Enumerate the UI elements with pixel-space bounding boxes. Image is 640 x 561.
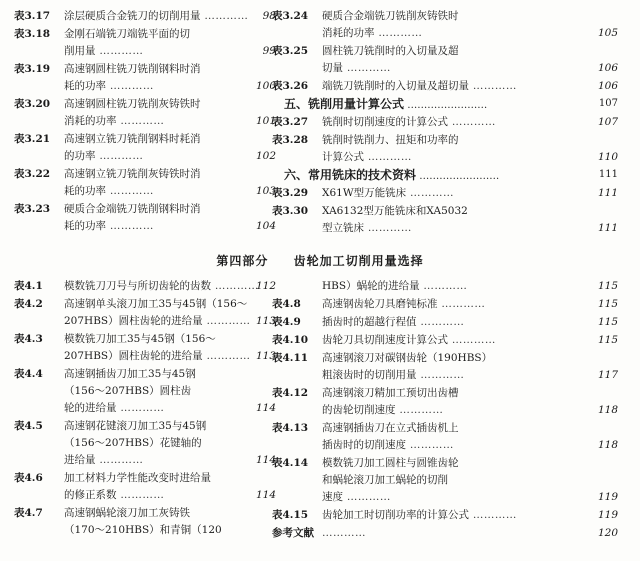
entry-title-line: 207HBS）圆柱齿轮的进给量 ………… 113 — [64, 313, 276, 330]
toc-entry[interactable] — [272, 203, 618, 237]
entry-title-line: 高速钢立铣刀铣削钢料时耗消 — [64, 133, 201, 145]
leader-dots: ………… — [106, 80, 154, 92]
toc-entry[interactable] — [272, 132, 618, 166]
leader-dots: ………… — [374, 27, 423, 39]
entry-title-line: 插齿时的超越行程值 ………… 115 — [322, 314, 618, 331]
toc-entry[interactable] — [14, 8, 276, 25]
leader-dots: ………… — [116, 115, 165, 127]
toc-entry[interactable] — [14, 418, 276, 469]
page-number: 120 — [597, 527, 618, 539]
entry-title-line: 耗的功率 ………… 104 — [64, 218, 276, 235]
page-number: 99 — [262, 45, 276, 57]
entry-title-line: 消耗的功率 ………… 105 — [322, 25, 618, 42]
page-number: 112 — [255, 280, 276, 292]
entry-title-line: 耗的功率 ………… 103 — [64, 183, 276, 200]
section-heading — [284, 95, 618, 115]
entry-title-line: 切量 ………… 106 — [322, 60, 618, 77]
page-number: 111 — [597, 187, 618, 199]
entry-title-line: 的修正系数 ………… 114 — [64, 487, 276, 504]
table-number: 表3.19 — [14, 63, 51, 75]
table-number: 表4.1 — [14, 280, 43, 292]
toc-entry[interactable] — [272, 420, 618, 454]
page-number: 103 — [255, 185, 276, 197]
entry-title-line — [322, 525, 618, 542]
entry-title-line: 高速钢圆柱铣刀铣削灰铸铁时 — [64, 98, 201, 110]
toc-entry[interactable] — [14, 26, 276, 60]
table-number: 表4.15 — [272, 509, 309, 521]
entry-title-line: 消耗的功率 ………… 101 — [64, 113, 276, 130]
entry-title-line: XA6132型万能铣床和XA5032 — [322, 205, 468, 217]
leader-dots: ………… — [416, 369, 465, 381]
leader-dots: ………… — [116, 402, 165, 414]
leader-dots: ………… — [106, 220, 154, 232]
entry-title-line: 模数铣刀刀号与所切齿轮的齿数 ………… 112 — [64, 278, 276, 295]
toc-entry[interactable] — [272, 350, 618, 384]
toc-entry[interactable] — [14, 61, 276, 95]
entry-title-line: 模数铣刀加工35与45钢（156～ — [64, 333, 216, 345]
leader-dots: ………… — [469, 509, 517, 521]
table-number: 表4.7 — [14, 507, 43, 519]
toc-entry[interactable] — [14, 96, 276, 130]
page-number: 118 — [597, 404, 618, 416]
toc-entry[interactable] — [272, 278, 618, 295]
toc-entry[interactable] — [14, 366, 276, 417]
section-title: 六、常用铣床的技术资料 — [284, 168, 417, 182]
leader-dots: ………… — [202, 315, 251, 327]
leader-dots: ………… — [116, 489, 165, 501]
entry-title-line: 高速钢蜗轮滚刀加工灰铸铁 — [64, 507, 190, 519]
entry-title-line: 硬质合金端铣刀铣削钢料时消 — [64, 203, 201, 215]
leader-dots: ………… — [343, 62, 391, 74]
entry-title-line: 模数铣刀加工圆柱与圆锥齿轮 — [322, 457, 459, 469]
toc-entry[interactable] — [14, 505, 276, 539]
toc-entry[interactable] — [272, 78, 618, 95]
table-number: 表3.23 — [14, 203, 51, 215]
entry-title-line: 速度 ………… 119 — [322, 489, 618, 506]
leader-dots: ………… — [406, 439, 454, 451]
page-number: 115 — [597, 316, 618, 328]
page-number: 107 — [598, 98, 618, 109]
entry-title-line: 高速钢圆柱铣刀铣削钢料时消 — [64, 63, 201, 75]
page-number: 106 — [597, 62, 618, 74]
table-number: 表3.24 — [272, 10, 309, 22]
page-number: 113 — [255, 315, 276, 327]
page-number: 107 — [597, 116, 618, 128]
table-number: 表3.18 — [14, 28, 51, 40]
table-number: 表4.3 — [14, 333, 43, 345]
toc-entry[interactable] — [272, 525, 618, 542]
entry-title-line: 计算公式 ………… 110 — [322, 149, 618, 166]
leader-dots: ………… — [448, 334, 496, 346]
entry-title-line: 的功率 ………… 102 — [64, 148, 276, 165]
table-number: 表4.12 — [272, 387, 309, 399]
leader-dots: ………… — [95, 45, 144, 57]
entry-title-line: 齿轮刀具切削速度计算公式 ………… 115 — [322, 332, 618, 349]
leader-dots: ………… — [469, 80, 517, 92]
toc-entry[interactable] — [272, 114, 618, 131]
entry-title-line: 高速钢单头滚刀加工35与45钢（156～ — [64, 298, 248, 310]
entry-title-line: 铣削时切削速度的计算公式 ………… 107 — [322, 114, 618, 131]
entry-title-line: 高速钢花键滚刀加工35与45钢 — [64, 420, 207, 432]
table-number: 表4.11 — [272, 352, 309, 364]
entry-title-line: 金刚石端铣刀端铣平面的切 — [64, 28, 190, 40]
table-number: 表3.21 — [14, 133, 51, 145]
entry-title-line: 和蜗轮滚刀加工蜗轮的切削 — [322, 474, 448, 486]
leader-dots: ………… — [419, 280, 468, 292]
entry-title-line: 型立铣床 ………… 111 — [322, 220, 618, 237]
toc-entry[interactable] — [272, 43, 618, 77]
part-label: 第四部分 — [216, 254, 269, 268]
table-number: 表3.25 — [272, 45, 309, 57]
leader-dots: ………… — [200, 10, 249, 22]
page-number: 104 — [255, 220, 276, 232]
leader-dots: ………… — [211, 280, 259, 292]
page-number: 114 — [255, 454, 276, 466]
page-number: 115 — [597, 298, 618, 310]
toc-entry[interactable] — [272, 296, 618, 313]
toc-entry[interactable] — [14, 166, 276, 200]
leader-dots: ………… — [437, 298, 486, 310]
table-number: 表4.14 — [272, 457, 309, 469]
page-number: 115 — [597, 280, 618, 292]
entry-title-line: 端铣刀铣削时的入切量及超切量 ………… 106 — [322, 78, 618, 95]
entry-title-line: HBS）蜗轮的进给量 ………… 115 — [322, 278, 618, 295]
entry-title-line: 硬质合金端铣刀铣削灰铸铁时 — [322, 10, 459, 22]
table-number: 表3.28 — [272, 134, 309, 146]
entry-title-line: （156～207HBS）花键轴的 — [64, 437, 202, 449]
part-heading: 齿轮加工切削用量选择 — [293, 254, 424, 268]
leader-dots: ………… — [416, 316, 465, 328]
entry-title-line: X61W型万能铣床 ………… 111 — [322, 185, 618, 202]
table-number: 表3.17 — [14, 10, 51, 22]
page-number: 114 — [255, 489, 276, 501]
entry-title-line: 耗的功率 ………… 100 — [64, 78, 276, 95]
entry-title-line: 高速钢插齿刀在立式插齿机上 — [322, 422, 459, 434]
page-number: 115 — [597, 334, 618, 346]
entry-title-line: 削用量 ………… 99 — [64, 43, 276, 60]
page-number: 118 — [597, 439, 618, 451]
table-number: 表4.2 — [14, 298, 43, 310]
page-number: 101 — [255, 115, 276, 127]
page-number: 105 — [597, 27, 618, 39]
page-number: 111 — [598, 169, 618, 180]
entry-title-line: 的齿轮切削速度 ………… 118 — [322, 402, 618, 419]
entry-title-line: 进给量 ………… 114 — [64, 452, 276, 469]
leader-dots: ………… — [364, 151, 412, 163]
table-number: 表3.29 — [272, 187, 309, 199]
leader-dots: ………… — [95, 454, 144, 466]
page-number: 98 — [262, 10, 276, 22]
page-number: 119 — [597, 491, 618, 503]
toc-entry[interactable] — [14, 278, 276, 295]
table-number: 表4.8 — [272, 298, 301, 310]
page-number: 100 — [255, 80, 276, 92]
leader-dots: …………………… — [404, 100, 488, 111]
toc-entry[interactable] — [14, 331, 276, 365]
leader-dots: ………… — [322, 527, 366, 539]
toc-entry[interactable] — [272, 455, 618, 506]
toc-entry[interactable] — [14, 296, 276, 330]
page-number: 111 — [597, 222, 618, 234]
entry-title-line: 207HBS）圆柱齿轮的进给量 ………… 113 — [64, 348, 276, 365]
page-number: 114 — [255, 402, 276, 414]
entry-title-line: 圆柱铣刀铣削时的入切量及超 — [322, 45, 459, 57]
toc-entry[interactable] — [272, 185, 618, 202]
table-number: 表3.27 — [272, 116, 309, 128]
entry-title-line: 高速钢滚刀对碳钢齿轮（190HBS） — [322, 352, 493, 364]
entry-title-line: 高速钢立铣刀铣削灰铸铁时消 — [64, 168, 201, 180]
page-number: 113 — [255, 350, 276, 362]
part-title — [0, 252, 640, 269]
toc-entry[interactable] — [14, 131, 276, 165]
table-number: 表3.30 — [272, 205, 309, 217]
toc-entry[interactable] — [272, 385, 618, 419]
leader-dots: ………… — [202, 350, 251, 362]
toc-entry[interactable] — [272, 507, 618, 524]
leader-dots: …………………… — [416, 171, 500, 182]
table-number: 表3.22 — [14, 168, 51, 180]
table-number: 表4.9 — [272, 316, 301, 328]
table-number: 表3.20 — [14, 98, 51, 110]
leader-dots: ………… — [106, 185, 154, 197]
entry-title-line: 高速钢滚刀精加工预切出齿槽 — [322, 387, 459, 399]
page-number: 119 — [597, 509, 618, 521]
page-number: 106 — [597, 80, 618, 92]
toc-entry[interactable] — [272, 332, 618, 349]
entry-title-line: 高速钢插齿刀加工35与45钢 — [64, 368, 196, 380]
entry-title-line: 齿轮加工时切削功率的计算公式 ………… 119 — [322, 507, 618, 524]
table-number: 表4.6 — [14, 472, 43, 484]
leader-dots: ………… — [395, 404, 444, 416]
entry-title-line: 粗滚齿时的切削用量 ………… 117 — [322, 367, 618, 384]
page-number: 110 — [597, 151, 618, 163]
toc-entry[interactable] — [272, 8, 618, 42]
leader-dots: ………… — [406, 187, 454, 199]
section-heading — [284, 166, 618, 186]
leader-dots: ………… — [448, 116, 496, 128]
entry-title-line: 加工材料力学性能改变时进给量 — [64, 472, 211, 484]
toc-entry[interactable] — [272, 314, 618, 331]
page-number: 102 — [255, 150, 276, 162]
leader-dots: ………… — [364, 222, 412, 234]
section-title: 五、铣削用量计算公式 — [284, 97, 405, 111]
leader-dots: ………… — [95, 150, 144, 162]
page-number: 117 — [597, 369, 618, 381]
entry-title-line: 插齿时的切削速度 ………… 118 — [322, 437, 618, 454]
leader-dots: ………… — [343, 491, 391, 503]
table-number: 表3.26 — [272, 80, 309, 92]
table-number: 表4.5 — [14, 420, 43, 432]
entry-title-line: 高速钢齿轮刀具磨钝标准 ………… 115 — [322, 296, 618, 313]
entry-title-line: （156～207HBS）圆柱齿 — [64, 385, 192, 397]
table-number: 表4.10 — [272, 334, 309, 346]
entry-title-line: 涂层硬质合金铣刀的切削用量 ………… 98 — [64, 8, 276, 25]
entry-title-line: 轮的进给量 ………… 114 — [64, 400, 276, 417]
table-number: 表4.13 — [272, 422, 309, 434]
entry-title-line: 铣削时铣削力、扭矩和功率的 — [322, 134, 459, 146]
toc-entry[interactable] — [14, 201, 276, 235]
entry-title-line: （170～210HBS）和青铜（120 — [64, 524, 222, 536]
table-number: 表4.4 — [14, 368, 43, 380]
table-number: 参考文献 — [272, 527, 314, 539]
toc-entry[interactable] — [14, 470, 276, 504]
